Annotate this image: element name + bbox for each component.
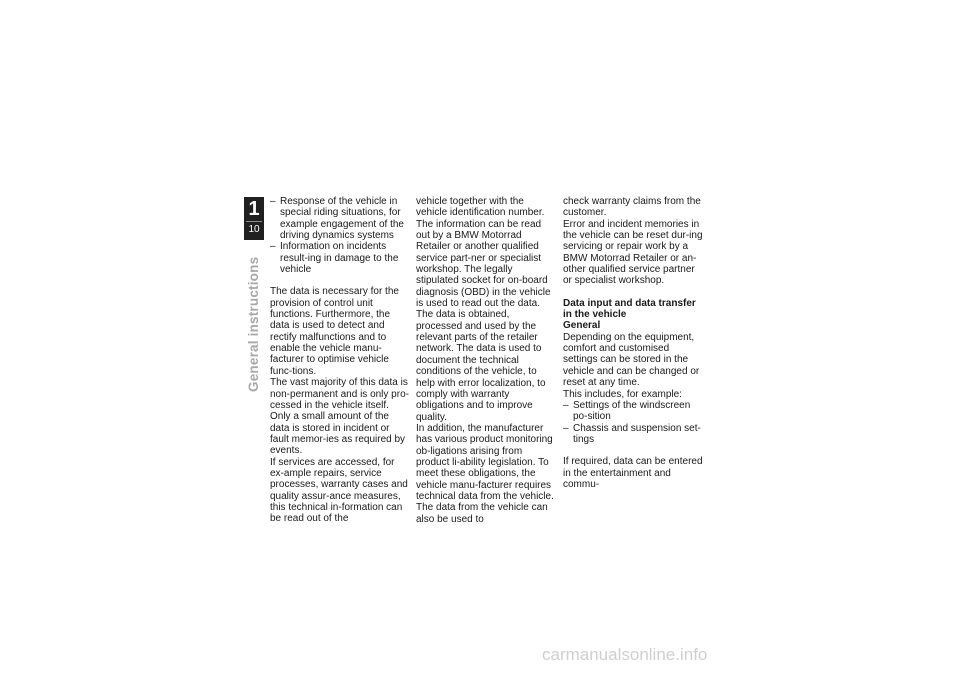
body-paragraph: If required, data can be entered in the entertainment and commu- <box>563 456 703 490</box>
text-column-1 <box>270 196 410 525</box>
text-column-3 <box>563 196 703 490</box>
text-column-2 <box>416 196 556 525</box>
body-paragraph: Depending on the equipment, comfort and customised settings can be stored in the vehicle and can be changed or reset at any time. This includes, for example: <box>563 331 700 400</box>
list-item: – Information on incidents result-ing in damage to the vehicle <box>270 241 410 275</box>
list-item: – Settings of the windscreen po-sition <box>563 400 703 423</box>
page-number: 10 <box>248 224 260 235</box>
list-item: – Chassis and suspension set-tings <box>563 423 703 446</box>
subsection-heading: General <box>563 320 601 332</box>
list-item: – Response of the vehicle in special riding situations, for example engagement of the driving dynamics systems <box>270 196 410 241</box>
chapter-number: 1 <box>248 198 260 220</box>
bullet-list-1 <box>270 196 410 275</box>
section-heading: Data input and data transfer in the vehicle <box>563 297 696 321</box>
body-paragraph: vehicle together with the vehicle identification number. The information can be read out by a BMW Motorrad Retailer or another qualified service part-ner or specialist workshop. The legally stipulated socket for on-board diagnosis (OBD) in the vehicle is used to read out the data. The data is obtained, processed and used by the relevant parts of the retailer network. The data is used to document the technical conditions of the vehicle, to help with error localization, to comply with warranty obligations and to improve quality. In addition, the manufacturer has various product monitoring ob-ligations arising from product li-ability legislation. To meet these obligations, the vehicle manu-facturer requires technical data from the vehicle. The data from the vehicle can also be used to <box>416 196 554 525</box>
body-paragraph: The data is necessary for the provision of control unit functions. Furthermore, the data is used to detect and rectify malfunctions and to enable the vehicle manu-facturer to optimise vehicle func-tions. The vast majority of this data is non-permanent and is only pro-cessed in the vehicle itself. Only a small amount of the data is stored in incident or fault memor-ies as required by events. If services are accessed, for ex-ample repairs, service processes, warranty cases and quality assur-ance measures, this technical in-formation can be read out of the <box>270 286 409 525</box>
bullet-list-2 <box>563 400 703 445</box>
body-paragraph: check warranty claims from the customer. Error and incident memories in the vehicle can be reset dur-ing servicing or repair work by a BMW Motorrad Retailer or an-other qualified service partner or specialist workshop. <box>563 196 703 287</box>
chapter-tab <box>244 197 264 240</box>
watermark: carmanualsonline.info <box>542 645 708 664</box>
chapter-title: General instructions <box>246 256 261 392</box>
